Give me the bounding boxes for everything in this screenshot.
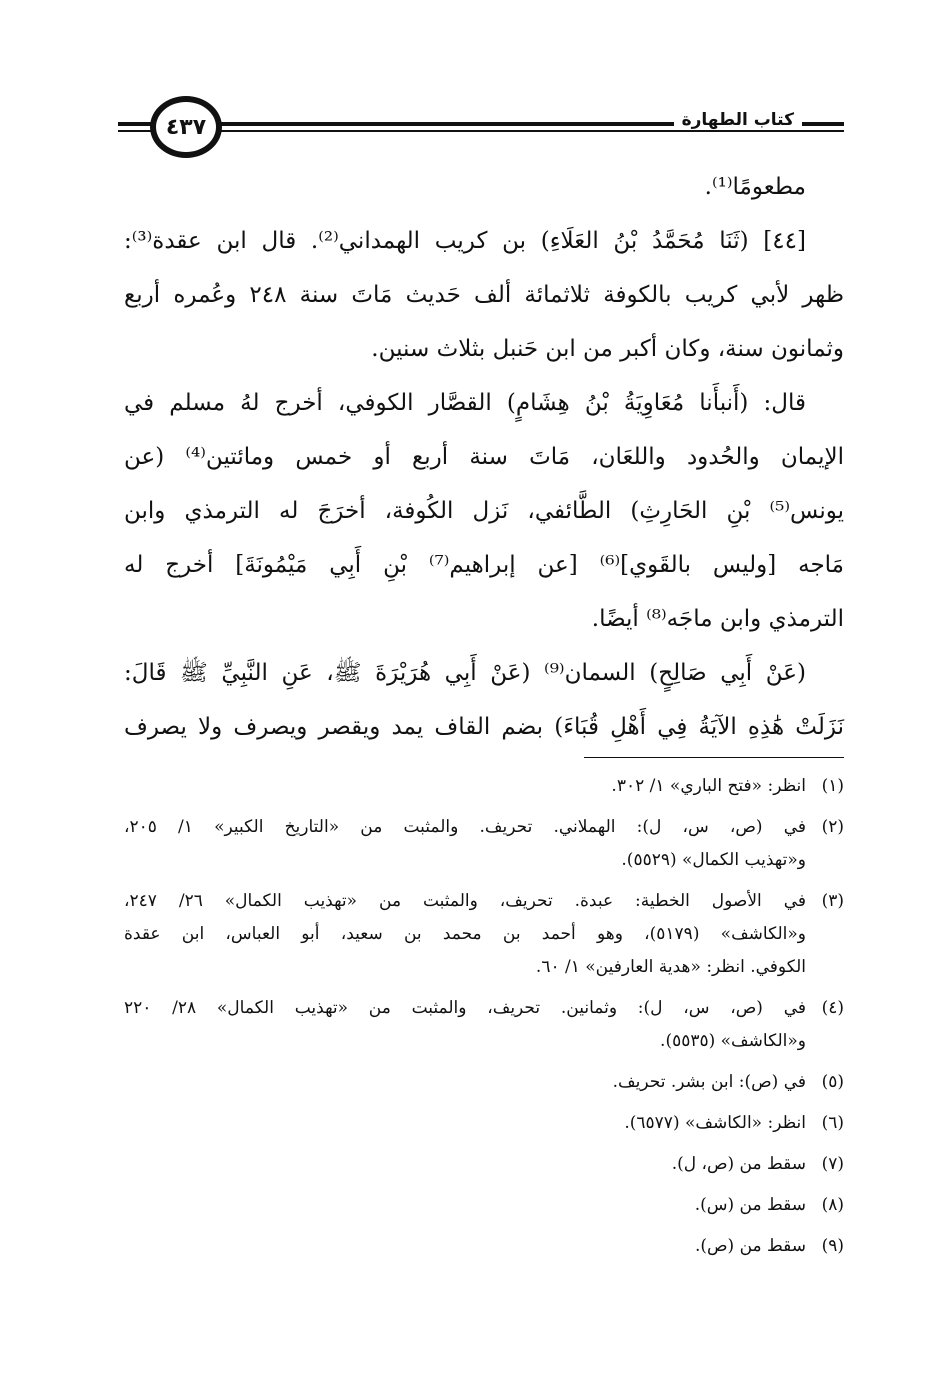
- footnote-text: الكوفي. انظر: «هدية العارفين» ١/ ٦٠.: [535, 957, 806, 977]
- text-line: الترمذي وابن ماجَه⁽⁸⁾ أيضًا.: [591, 606, 844, 632]
- footnote-text: سقط من (س).: [694, 1195, 806, 1215]
- footnote-text: و«الكاشف» (٥١٧٩)، وهو أحمد بن محمد بن سعيد، أبو العباس، ابن عقدة: [124, 924, 806, 944]
- text-line: يونس⁽⁵⁾ بْنِ الحَارِثِ) الطَّائفي، نَزل الكُوفة، أخرَجَ له الترمذي وابن: [124, 498, 844, 524]
- text-line: مَاجه [وليس بالقَوي]⁽⁶⁾ [عن إبراهيم⁽⁷⁾ بْنِ أَبِي مَيْمُونَةَ] أخرج له: [124, 552, 844, 578]
- text-line: وثمانون سنة، وكان أكبر من ابن حَنبل بثلاث سنين.: [371, 336, 844, 362]
- footnote: [124, 885, 844, 984]
- header-rule-left-thin: [118, 130, 154, 132]
- text-line: قال: (أَنبأَنا مُعَاوِيَةُ بْنُ هِشَامٍ) القصَّار الكوفي، أخرج لهُ مسلم في: [124, 390, 806, 416]
- footnote-separator: [584, 757, 844, 758]
- header-rule-gap: [804, 114, 844, 117]
- text-line: ظهر لأبي كريب بالكوفة ثلاثمائة ألف حَديث مَاتَ سنة ٢٤٨ وعُمره أربع: [124, 282, 845, 308]
- footnote-text: انظر: «الكاشف» (٦٥٧٧).: [624, 1113, 806, 1133]
- footnote-text: سقط من (ص، ل).: [671, 1154, 806, 1174]
- footnote-number: (٣): [821, 891, 844, 911]
- footnote-text: سقط من (ص).: [694, 1236, 806, 1256]
- header-rule-left-thick: [118, 122, 154, 126]
- text-line: نَزَلَتْ هَٰذِهِ الآيَةُ فِي أَهْلِ قُبَاءَ) بضم القاف يمد ويقصر ويصرف ولا يصرف: [124, 714, 844, 740]
- main-text: [124, 160, 844, 754]
- footnote-text: و«الكاشف» (٥٥٣٥).: [660, 1031, 806, 1051]
- footnote: [124, 992, 844, 1058]
- footnotes: [124, 770, 844, 1271]
- page-number-badge: [150, 96, 222, 158]
- chapter-title: كتاب الطهارة: [674, 110, 802, 130]
- footnote: [124, 770, 844, 803]
- footnote-number: (٢): [821, 817, 844, 837]
- footnote-text: في (ص): ابن بشر. تحريف.: [612, 1072, 806, 1092]
- header-rule-thin: [218, 130, 844, 132]
- footnote: [124, 1189, 844, 1222]
- text-line: (عَنْ أَبِي صَالِحٍ) السمان⁽⁹⁾ (عَنْ أَبِي هُرَيْرَةَ ﷺ، عَنِ النَّبِيِّ ﷺ قَالَ:: [124, 660, 806, 686]
- footnote: [124, 1107, 844, 1140]
- footnote-number: (٤): [821, 998, 844, 1018]
- footnote-number: (٧): [821, 1154, 844, 1174]
- footnote-number: (٦): [821, 1113, 844, 1133]
- footnote-text: انظر: «فتح الباري» ١/ ٣٠٢.: [611, 776, 806, 796]
- footnote-text: في (ص، س، ل): الهملاني. تحريف. والمثبت من «التاريخ الكبير» ١/ ٢٠٥،: [124, 817, 806, 837]
- footnote-text: في الأصول الخطية: عبدة. تحريف، والمثبت من «تهذيب الكمال» ٢٦/ ٢٤٧،: [124, 891, 806, 911]
- footnote: [124, 1230, 844, 1263]
- footnote: [124, 1148, 844, 1181]
- footnote-number: (٩): [821, 1236, 844, 1256]
- text-line: [٤٤] (ثَنَا مُحَمَّدُ بْنُ العَلَاءِ) بن كريب الهمداني⁽²⁾. قال ابن عقدة⁽³⁾:: [124, 228, 806, 254]
- footnote-text: و«تهذيب الكمال» (٥٥٢٩).: [621, 850, 806, 870]
- text-line: مطعومًا⁽¹⁾.: [704, 174, 806, 200]
- footnote-number: (٥): [821, 1072, 844, 1092]
- footnote-text: في (ص، س، ل): وثمانين. تحريف، والمثبت من «تهذيب الكمال» ٢٨/ ٢٢٠: [124, 998, 806, 1018]
- footnote-number: (٨): [821, 1195, 844, 1215]
- page-number: ٤٣٧: [165, 114, 207, 140]
- footnote: [124, 811, 844, 877]
- page-header: [118, 96, 844, 160]
- footnote-number: (١): [821, 776, 844, 796]
- footnote: [124, 1066, 844, 1099]
- text-line: الإيمان والحُدود واللعَان، مَاتَ سنة أربع أو خمس ومائتين⁽⁴⁾ (عن: [124, 444, 844, 470]
